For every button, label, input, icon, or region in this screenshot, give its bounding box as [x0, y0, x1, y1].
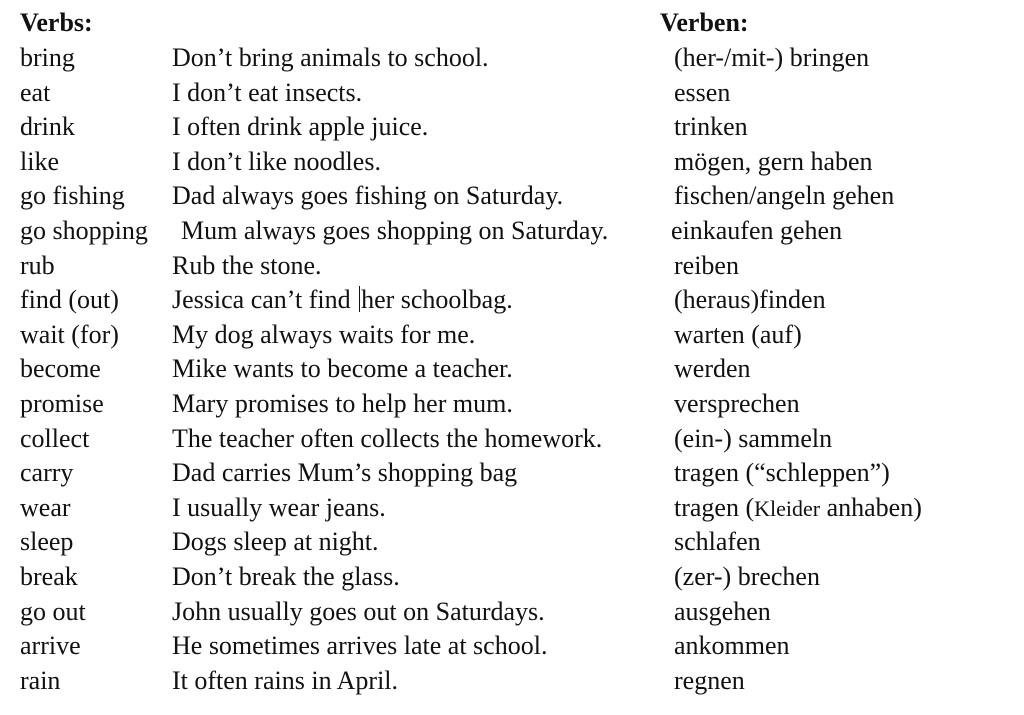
german-translation: mögen, gern haben — [674, 146, 873, 176]
verb-cell: find (out) — [20, 285, 119, 315]
vocab-row-go-shopping — [0, 214, 1024, 249]
translation-part: tragen ( — [674, 492, 755, 522]
translation-part: anhaben) — [820, 492, 922, 522]
vocab-row-become — [0, 352, 1024, 387]
vocab-row-rain — [0, 664, 1024, 699]
example-sentence: Mum always goes shopping on Saturday. — [181, 215, 609, 245]
verb-cell: bring — [20, 43, 75, 72]
german-translation: warten (auf) — [674, 319, 802, 349]
vocab-row-drink — [0, 110, 1024, 145]
vocab-row-go-out — [0, 595, 1024, 630]
example-sentence: I don’t like noodles. — [172, 146, 381, 176]
verb-cell: promise — [20, 388, 104, 418]
example-sentence: Don’t bring animals to school. — [172, 43, 489, 72]
vocab-row-eat — [0, 76, 1024, 111]
german-translation: regnen — [674, 665, 745, 695]
german-translation: ausgehen — [674, 596, 771, 626]
verb-cell: break — [20, 561, 78, 591]
verb-cell: collect — [20, 423, 90, 453]
example-sentence: Don’t break the glass. — [172, 561, 400, 591]
translation-small-word: Kleider — [754, 495, 821, 521]
german-translation: einkaufen gehen — [671, 215, 843, 245]
german-translation: versprechen — [674, 388, 800, 418]
example-sentence: He sometimes arrives late at school. — [172, 631, 548, 661]
verb-cell: wear — [20, 492, 71, 522]
german-translation: trinken — [674, 112, 748, 142]
heading-verben: Verben: — [660, 8, 749, 37]
verb-cell: go shopping — [20, 215, 148, 245]
vocabulary-list — [0, 41, 1024, 698]
example-sentence: Rub the stone. — [172, 250, 322, 280]
vocab-row-sleep — [0, 525, 1024, 560]
verb-cell: eat — [20, 77, 51, 107]
vocab-row-find-out — [0, 283, 1024, 318]
vocab-row-collect — [0, 422, 1024, 457]
vocab-row-wait-for — [0, 318, 1024, 353]
sentence-part-after-cursor: her schoolbag. — [361, 285, 513, 315]
verb-cell: go fishing — [20, 181, 125, 211]
text-cursor — [359, 286, 360, 312]
german-translation: (zer-) brechen — [674, 561, 820, 591]
verb-cell: like — [20, 146, 59, 176]
example-sentence: Dogs sleep at night. — [172, 527, 379, 557]
vocab-row-like — [0, 145, 1024, 180]
vocab-row-rub — [0, 249, 1024, 284]
example-sentence: Dad always goes fishing on Saturday. — [172, 181, 564, 211]
vocab-row-promise — [0, 387, 1024, 422]
example-sentence: The teacher often collects the homework. — [172, 423, 603, 453]
example-sentence: It often rains in April. — [172, 665, 399, 695]
example-sentence: Mike wants to become a teacher. — [172, 354, 513, 384]
german-translation: (heraus)finden — [674, 285, 826, 315]
german-translation: fischen/angeln gehen — [674, 181, 895, 211]
vocab-row-arrive — [0, 629, 1024, 664]
example-sentence: Dad carries Mum’s shopping bag — [172, 458, 518, 488]
example-sentence: I don’t eat insects. — [172, 77, 363, 107]
verb-cell: drink — [20, 112, 75, 142]
example-sentence[interactable] — [172, 283, 513, 317]
german-translation: schlafen — [674, 527, 761, 557]
sentence-part-before-cursor: Jessica can’t find — [172, 285, 358, 315]
german-translation: tragen (“schleppen”) — [674, 458, 890, 488]
vocab-row-wear — [0, 491, 1024, 526]
german-translation: (ein-) sammeln — [674, 423, 833, 453]
verb-cell: become — [20, 354, 101, 384]
german-translation: essen — [674, 77, 731, 107]
vocab-row-bring — [0, 41, 1024, 76]
example-sentence: I often drink apple juice. — [172, 112, 429, 142]
example-sentence: My dog always waits for me. — [172, 319, 476, 349]
heading-verbs: Verbs: — [20, 8, 93, 37]
german-translation: reiben — [674, 250, 739, 280]
german-translation: (her-/mit-) bringen — [674, 43, 870, 72]
verb-cell: rub — [20, 250, 55, 280]
verb-cell: carry — [20, 458, 74, 488]
verb-cell: wait (for) — [20, 319, 119, 349]
german-translation — [674, 491, 922, 526]
vocab-row-go-fishing — [0, 179, 1024, 214]
verb-cell: arrive — [20, 631, 81, 661]
example-sentence: Mary promises to help her mum. — [172, 388, 513, 418]
vocab-row-carry — [0, 456, 1024, 491]
example-sentence: John usually goes out on Saturdays. — [172, 596, 545, 626]
verb-cell: rain — [20, 665, 61, 695]
verb-cell: go out — [20, 596, 86, 626]
vocab-row-break — [0, 560, 1024, 595]
example-sentence: I usually wear jeans. — [172, 492, 386, 522]
german-translation: ankommen — [674, 631, 790, 661]
verb-cell: sleep — [20, 527, 74, 557]
german-translation: werden — [674, 354, 751, 384]
